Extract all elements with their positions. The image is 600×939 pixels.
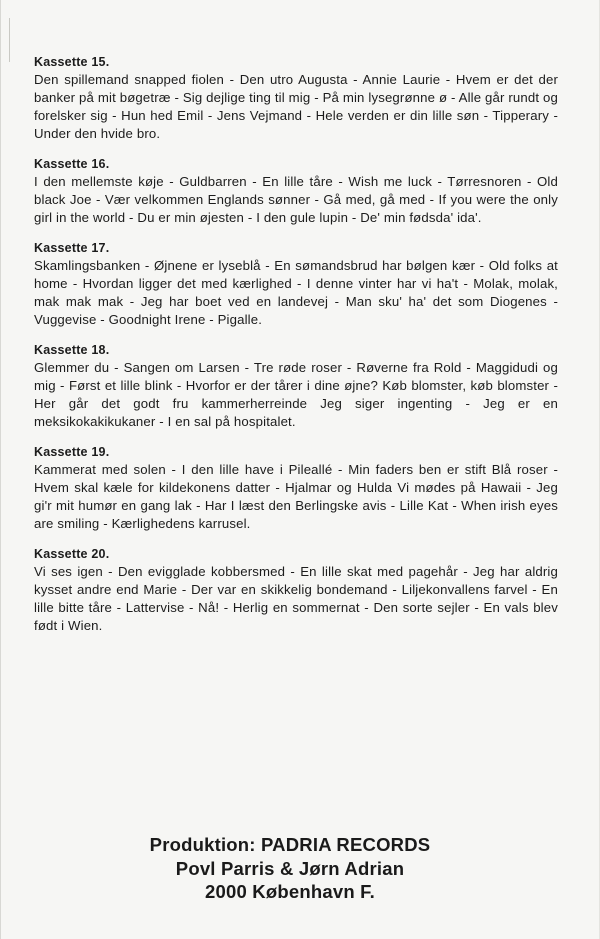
section-title: Kassette 19. — [34, 445, 110, 459]
fold-line — [9, 18, 10, 62]
section-kassette-19 — [34, 444, 558, 533]
section-title: Kassette 16. — [34, 157, 110, 171]
production-credits — [1, 833, 579, 904]
section-title: Kassette 20. — [34, 547, 110, 561]
section-title: Kassette 17. — [34, 241, 110, 255]
section-kassette-16 — [34, 156, 558, 227]
section-track-list: I den mellemste køje - Guldbarren - En lille tåre - Wish me luck - Tørresnoren - Old black Joe - Vær velkommen Englands sønner - Gå med, gå med - If you were the only girl in the world - Du er min øjesten - I den gule lupin - De' min fødsda' ida'. — [34, 174, 558, 225]
credits-production-line: Produktion: PADRIA RECORDS — [149, 834, 431, 855]
section-kassette-20 — [34, 546, 558, 635]
section-track-list: Vi ses igen - Den evigglade kobbersmed - En lille skat med pagehår - Jeg har aldrig kysset andre end Marie - Der var en skikkelig bondemand - Liljekonvallens farvel - En lille bitte tåre - Lattervise - Nå! - Herlig en sommernat - Den sorte sejler - En vals blev født i Wien. — [34, 564, 558, 633]
section-track-list: Glemmer du - Sangen om Larsen - Tre røde roser - Røverne fra Rold - Maggidudi og mig - Først et lille blink - Hvorfor er der tårer i dine øjne? Køb blomster, køb blomster - Her går det godt fru kammerherreinde Jeg siger ingenting - Jeg er en meksikokakikukaner - I en sal på hospitalet. — [34, 360, 558, 429]
section-kassette-18 — [34, 342, 558, 431]
track-listing — [34, 54, 558, 648]
section-kassette-15 — [34, 54, 558, 143]
section-track-list: Kammerat med solen - I den lille have i Pileallé - Min faders ben er stift Blå roser - Hvem skal kæle for kildekonens datter - Hjalmar og Hulda Vi mødes på Hawaii - Jeg gi'r mit humør en gang lak - Har I læst den Berlingske avis - Lille Kat - When irish eyes are smiling - Kærlighedens karrusel. — [34, 462, 558, 531]
credits-artists-line: Povl Parris & Jørn Adrian — [175, 857, 405, 879]
credits-address-line: 2000 København F. — [205, 881, 375, 902]
section-title: Kassette 15. — [34, 55, 110, 69]
section-title: Kassette 18. — [34, 343, 110, 357]
section-kassette-17 — [34, 240, 558, 329]
section-track-list: Skamlingsbanken - Øjnene er lyseblå - En sømandsbrud har bølgen kær - Old folks at home - Hvordan ligger det med kærlighed - I denne vinter har vi ha't - Molak, molak, mak mak mak - Jeg har boet ved en landevej - Man sku' ha' det som Diogenes - Vuggevise - Goodnight Irene - Pigalle. — [34, 258, 558, 327]
section-track-list: Den spillemand snapped fiolen - Den utro Augusta - Annie Laurie - Hvem er det der banker på mit bøgetræ - Sig dejlige ting til mig - På min lysegrønne ø - Alle går rundt og forelsker sig - Hun hed Emil - Jens Vejmand - Hele verden er din lille søn - Tipperary - Under den hvide bro. — [34, 72, 558, 141]
